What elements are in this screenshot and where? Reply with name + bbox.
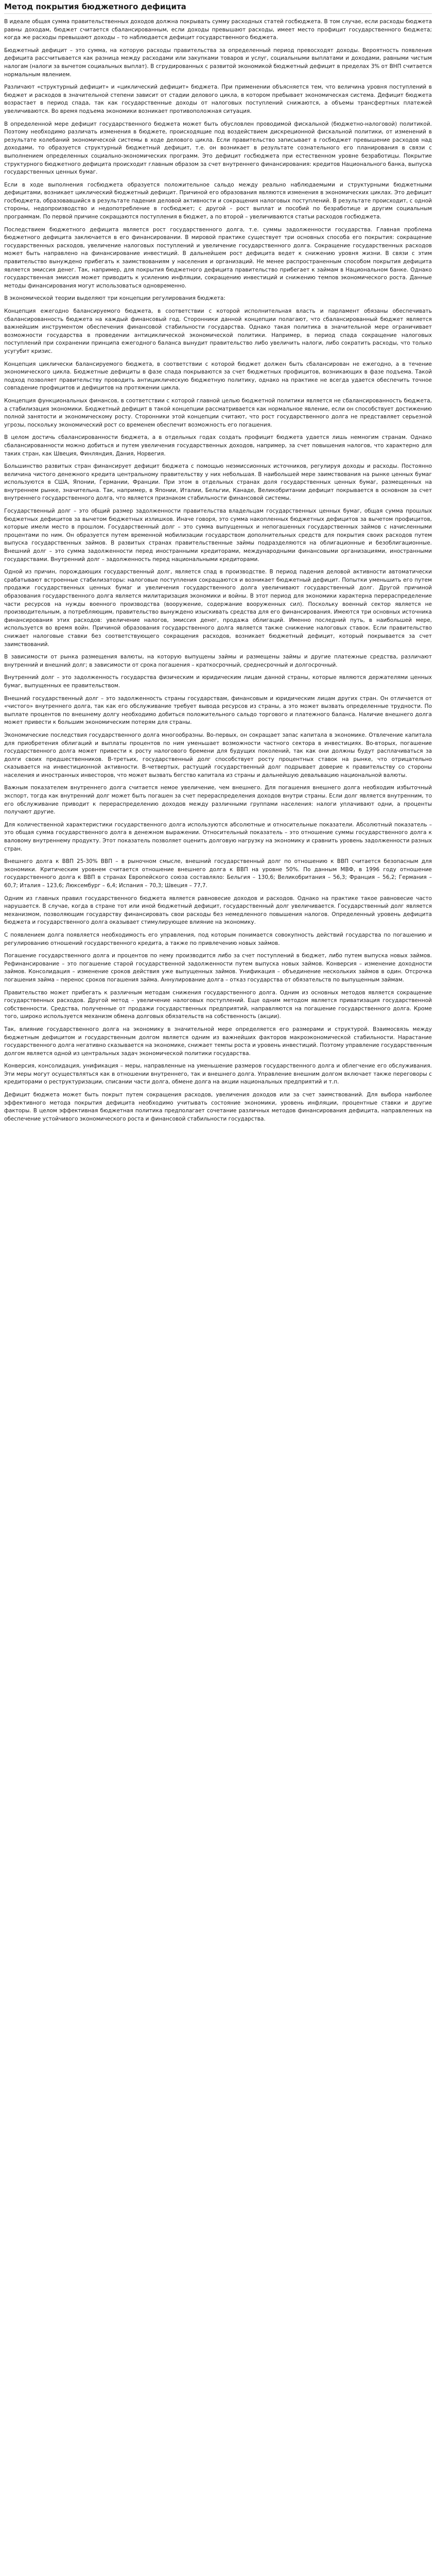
article-paragraph: В зависимости от рынка размещения валюты, на которую выпущены займы и размещены займы и другие платежные средства, различают внутренний и внешний долг; в зависимости от срока погашения – краткосрочный, среднесрочный и долгосрочный. bbox=[4, 654, 432, 668]
page bbox=[0, 0, 436, 1132]
page-title: Метод покрытия бюджетного дефицита bbox=[4, 2, 186, 11]
article-paragraph: Внешнего долга к ВВП 25-30% ВВП – в рыночном смысле, внешний государственный долг по отношению к ВВП считается безопасным для экономики. Критическим уровнем считается отношение внешнего долга к ВВП на уровне 50%. По данным МВФ, в 1996 году отношение государственного долга к ВВП в странах Европейского союза составляло: Бельгия – 130,6; Великобритания – 56,3; Франция – 56,2; Германия – 60,7; Италия – 123,6; Люксембург – 6,4; Испания – 70,3; Швеция – 77,7. bbox=[4, 858, 432, 889]
article-paragraph: Концепция циклически балансируемого бюджета, в соответствии с которой бюджет должен быть сбалансирован не ежегодно, а в течение экономического цикла. Бюджетные дефициты в фазе спада покрываются за счет бюджетных профицитов, возникающих в фазе подъема. Такой подход позволяет правительству проводить антициклическую бюджетную политику, однако на практике не всегда удается обеспечить точное совпадение профицитов и дефицитов на протяжении цикла. bbox=[4, 361, 432, 392]
article-paragraph: Для количественной характеристики государственного долга используются абсолютные и относительные показатели. Абсолютный показатель – это общая сумма государственного долга в денежном выражении. Относительный показатель – это отношение суммы государственного долга к валовому внутреннему продукту. Этот показатель позволяет оценить долговую нагрузку на экономику и сравнить уровень задолженности разных стран. bbox=[4, 821, 432, 852]
article-paragraph: Различают «структурный дефицит» и «циклический дефицит» бюджета. При применении объясняется тем, что величина уровня поступлений в бюджет и расходов в значительной степени зависит от стадии делового цикла, в котором пребывает экономическая система. Дефицит бюджета возрастает в период спада, так как государственные доходы от налоговых поступлений снижаются, а объемы трансфертных платежей увеличиваются. Во время подъема экономики возникает противоположная ситуация. bbox=[4, 84, 432, 114]
article-paragraph: В определенной мере дефицит государственного бюджета может быть обусловлен проводимой фискальной (бюджетно-налоговой) политикой. Поэтому необходимо различать изменения в бюджете, происходящие под воздействием дискреционной фискальной политики, от изменений в результате колебаний экономической системы в ходе делового цикла. Если правительство записывает в госбюджет превышение расходов над доходами, то образуется структурный бюджетный дефицит, т.е. он возникает в результате сознательного его планирования в связи с выполнением определенных социально-экономических программ. Это дефицит госбюджета при естественном уровне безработицы. Покрытие структурного бюджетного дефицита происходит главным образом за счет внутреннего финансирования: кредитов Национального банка, выпуска государственных ценных бумаг. bbox=[4, 121, 432, 176]
article-paragraph: Государственный долг – это общий размер задолженности правительства владельцам государственных ценных бумаг, общая сумма прошлых бюджетных дефицитов за вычетом бюджетных излишков. Иначе говоря, это сумма накопленных бюджетных дефицитов за вычетом профицитов, которые имели место в прошлом. Государственный долг – это сумма выпущенных и непогашенных государственных займов с начисленными процентами по ним. Он образуется путем временной мобилизации государством дополнительных средств для покрытия своих расходов путем выпуска государственных займов. В развитых странах правительственные займы подразделяются на облигационные и безоблигационные. Внешний долг – это сумма задолженности перед иностранными кредиторами, международными финансовыми организациями, иностранными государствами. Внутренний долг – задолженность перед национальными кредиторами. bbox=[4, 508, 432, 563]
article-paragraph: Концепция ежегодно балансируемого бюджета, в соответствии с которой исполнительная власть и парламент обязаны обеспечивать сбалансированность бюджета на каждый финансовый год. Сторонники данной концепции полагают, что сбалансированный бюджет является важнейшим инструментом обеспечения финансовой стабильности государства. Однако такая политика в значительной мере ограничивает возможности государства в проведении антициклической экономической политики. Например, в период спада сокращение налоговых поступлений при сохранении принципа ежегодного баланса вынудит правительство либо увеличить налоги, либо сократить расходы, что только усугубит кризис. bbox=[4, 308, 432, 354]
article-paragraph: В идеале общая сумма правительственных доходов должна покрывать сумму расходных статей госбюджета. В том случае, если расходы бюджета равны доходам, бюджет считается сбалансированным, если доходы превышают расходы, имеет место профицит государственного бюджета; когда же расходы превышают доходы – то наблюдается дефицит государственного бюджета. bbox=[4, 19, 432, 41]
article-paragraph: Конверсия, консолидация, унификация – меры, направленные на уменьшение размеров государственного долга и облегчение его обслуживания. Эти меры могут осуществляться как в отношении внутреннего, так и внешнего долга. Управление внешним долгом включает также переговоры с кредиторами о реструктуризации, списании части долга, обмене долга на акции национальных предприятий и т.п. bbox=[4, 1063, 432, 1086]
title-bar bbox=[4, 0, 432, 14]
article-paragraph: Одним из главных правил государственного бюджета является равновесие доходов и расходов. Однако на практике такое равновесие часто нарушается. В случае, когда в стране тот или иной бюджетный дефицит, государственный долг увеличивается. Государственный долг является механизмом, позволяющим государству финансировать свои расходы без немедленного повышения налогов. Определенный уровень дефицита бюджета и государственного долга оказывает стимулирующее влияние на экономику. bbox=[4, 895, 432, 926]
article-paragraph: В экономической теории выделяют три концепции регулирования бюджета: bbox=[4, 295, 225, 302]
article-paragraph: Одной из причин, порождающих государственный долг, является спад в производстве. В период падения деловой активности автоматически срабатывают встроенные стабилизаторы: налоговые поступления сокращаются и возникает бюджетный дефицит. Попытки уменьшить его путем продажи государственных ценных бумаг и увеличения государственного долга увеличивают государственный долг. Другой причиной образования государственного долга является милитаризация экономики и войны. В этот период для экономики характерна перераспределение части ресурсов на нужды военного производства (вооружение, содержание вооруженных сил). Поскольку военный сектор является не производительным, а потребляющим, правительство вынуждено изыскивать средства для его финансирования. Имеются три основных источника финансирования этих расходов: увеличение налогов, эмиссия денег, продажа облигаций. Именно последний путь, в наибольшей мере, используется во время войн. Причиной образования государственного долга является также снижение налоговых ставок. Если правительство снижает налоговые ставки без соответствующего сокращения расходов, возникает бюджетный дефицит, который покрывается за счет заимствований. bbox=[4, 569, 432, 648]
article-body bbox=[4, 18, 432, 1123]
article-paragraph: Если в ходе выполнения госбюджета образуется положительное сальдо между реально наблюдаемыми и структурными бюджетными дефицитами, возникает циклический бюджетный дефицит. Причиной его образования являются изменения в экономических циклах. Это дефицит госбюджета, образовавшийся в результате падения деловой активности и сокращения налоговых поступлений. В результате происходит, с одной стороны, недопроизводство и недопотребление в госбюджет; с другой – рост выплат и пособий по безработице и другим социальным программам. По первой причине сокращаются поступления в бюджет, а по второй – увеличиваются статьи расходов госбюджета. bbox=[4, 181, 432, 221]
article-paragraph: Так, влияние государственного долга на экономику в значительной мере определяется его размерами и структурой. Взаимосвязь между бюджетным дефицитом и государственным долгом является одним из важнейших факторов макроэкономической стабильности. Нарастание государственного долга негативно сказывается на экономике, снижает темпы роста и уровень инвестиций. Поэтому управление государственным долгом является одной из центральных задач экономической политики государства. bbox=[4, 1026, 432, 1057]
article-paragraph: В целом достичь сбалансированности бюджета, а в отдельных годах создать профицит бюджета удается лишь немногим странам. Однако сбалансированности можно добиться и путем увеличения государственных доходов, например, за счет повышения налогов, что характерно для таких стран, как Швеция, Финляндия, Дания, Норвегия. bbox=[4, 434, 432, 457]
article-paragraph: Большинство развитых стран финансирует дефицит бюджета с помощью неэмиссионных источников, регулируя доходы и расходы. Постоянно величина чистого денежного кредита центральному правительству у них небольшая. В наибольшей мере заимствования на рынке ценных бумаг используются в США, Японии, Германии, Франции. При этом в отдельных странах доля государственных ценных бумаг, размещенных на внутреннем рынке, значительна. Так, например, в Японии, Италии, Бельгии, Канаде, Великобритании дефицит покрывается в основном за счет внутреннего государственного долга, что является признаком стабильности финансовой системы. bbox=[4, 463, 432, 502]
article-paragraph: Погашение государственного долга и процентов по нему производится либо за счет поступлений в бюджет, либо путем выпуска новых займов. Рефинансирование – это погашение старой государственной задолженности путем выпуска новых займов. Конверсия – изменение доходности займов. Консолидация – изменение сроков действия уже выпущенных займов. Унификация – объединение нескольких займов в один. Отсрочка погашения займа – перенос сроков погашения займа. Аннулирование долга – отказ государства от обязательств по выпущенным займам. bbox=[4, 953, 432, 983]
article-paragraph: Экономические последствия государственного долга многообразны. Во-первых, он сокращает запас капитала в экономике. Отвлечение капитала для приобретения облигаций и выплаты процентов по ним уменьшает возможности частного сектора в инвестициях. Во-вторых, погашение государственного долга может привести к росту налогового бремени для будущих поколений, так как они должны будут расплачиваться за долги своих предшественников. В-третьих, государственный долг способствует росту процентных ставок на рынке, что отрицательно сказывается на инвестиционной активности. В-четвертых, растущий государственный долг подрывает доверие к правительству со стороны населения и иностранных инвесторов, что может вызвать бегство капитала из страны и дальнейшую девальвацию национальной валюты. bbox=[4, 732, 432, 778]
article-paragraph: С появлением долга появляется необходимость его управления, под которым понимается совокупность действий государства по погашению и регулированию отношений государственного кредита, а также по привлечению новых займов. bbox=[4, 931, 432, 946]
article-paragraph: Внутренний долг – это задолженность государства физическим и юридическим лицам данной страны, которые являются держателями ценных бумаг, выпущенных ее правительством. bbox=[4, 674, 432, 689]
article-paragraph: Бюджетный дефицит – это сумма, на которую расходы правительства за определенный период превосходят доходы. Вероятность появления дефицита рассчитывается как разница между расходами или закупками товаров и услуг, социальными выплатами и доходами, равными чистым налогам (налоги за вычетом социальных выплат). В сгрудированных с развитой экономикой бюджетный дефицит в пределах 3% от ВНП считается нормальным явлением. bbox=[4, 47, 432, 78]
article-paragraph: Правительство может прибегать к различным методам снижения государственного долга. Одним из основных методов является сокращение государственных расходов. Другой метод – увеличение налоговых поступлений. Еще одним методом является приватизация государственной собственности. Средства, полученные от продажи государственных предприятий, направляются на погашение государственного долга. Кроме того, широко используется механизм обмена долговых обязательств на собственность (акции). bbox=[4, 989, 432, 1020]
article-paragraph: Важным показателем внутреннего долга считается немое увеличение, чем внешнего. Для погашения внешнего долга необходим избыточный экспорт, тогда как внутренний долг может быть погашен за счет перераспределения доходов внутри страны. Если долг является внутренним, то его обслуживание приводит к перераспределению доходов между различными группами населения: налоги уплачивают одни, а проценты получают другие. bbox=[4, 785, 432, 816]
article-paragraph: Дефицит бюджета может быть покрыт путем сокращения расходов, увеличения доходов или за счет заимствований. Для выбора наиболее эффективного метода покрытия дефицита необходимо учитывать состояние экономики, уровень инфляции, процентные ставки и другие факторы. В целом эффективная бюджетная политика предполагает сочетание различных методов финансирования дефицита, направленных на обеспечение устойчивого экономического роста и финансовой стабильности государства. bbox=[4, 1092, 432, 1122]
article-paragraph: Последствием бюджетного дефицита является рост государственного долга, т.е. суммы задолженности государства. Главная проблема бюджетного дефицита заключается в его финансировании. В мировой практике существует три основных способа его покрытия: сокращение государственных расходов, увеличение налоговых поступлений и увеличение государственного долга. Сокращение государственных расходов может быть направлено на финансирование инвестиций. В дальнейшем рост дефицита ведет к снижению уровня жизни. В связи с этим правительство вынуждено прибегать к заимствованиям у населения и организаций. Не менее распространенным способом покрытия дефицита является эмиссия денег. Так, например, для покрытия бюджетного дефицита правительство прибегает к займам в Национальном банке. Однако государственная эмиссия может приводить к усилению инфляции, сокращению инвестиций и снижению темпов экономического роста. Данные методы финансирования могут использоваться одновременно. bbox=[4, 226, 432, 289]
article-paragraph: Внешний государственный долг – это задолженность страны государствам, финансовым и юридическим лицам других стран. Он отличается от «чистого» внутреннего долга, так как его обслуживание требует вывода ресурсов из страны, а это может вызвать определенные трудности. По выплате процентов по внешнему долгу необходимо добиться положительного сальдо торгового и платежного баланса. Наличие внешнего долга может привести к большим экономическим потерям для страны. bbox=[4, 695, 432, 726]
article-paragraph: Концепция функциональных финансов, в соответствии с которой главной целью бюджетной политики является не сбалансированность бюджета, а стабилизация экономики. Бюджетный дефицит в такой концепции рассматривается как нормальное явление, если он способствует достижению полной занятости и экономическому росту. Сторонники этой концепции считают, что рост государственного долга не представляет серьезной угрозы, поскольку экономический рост со временем обеспечит возможность его погашения. bbox=[4, 397, 432, 428]
